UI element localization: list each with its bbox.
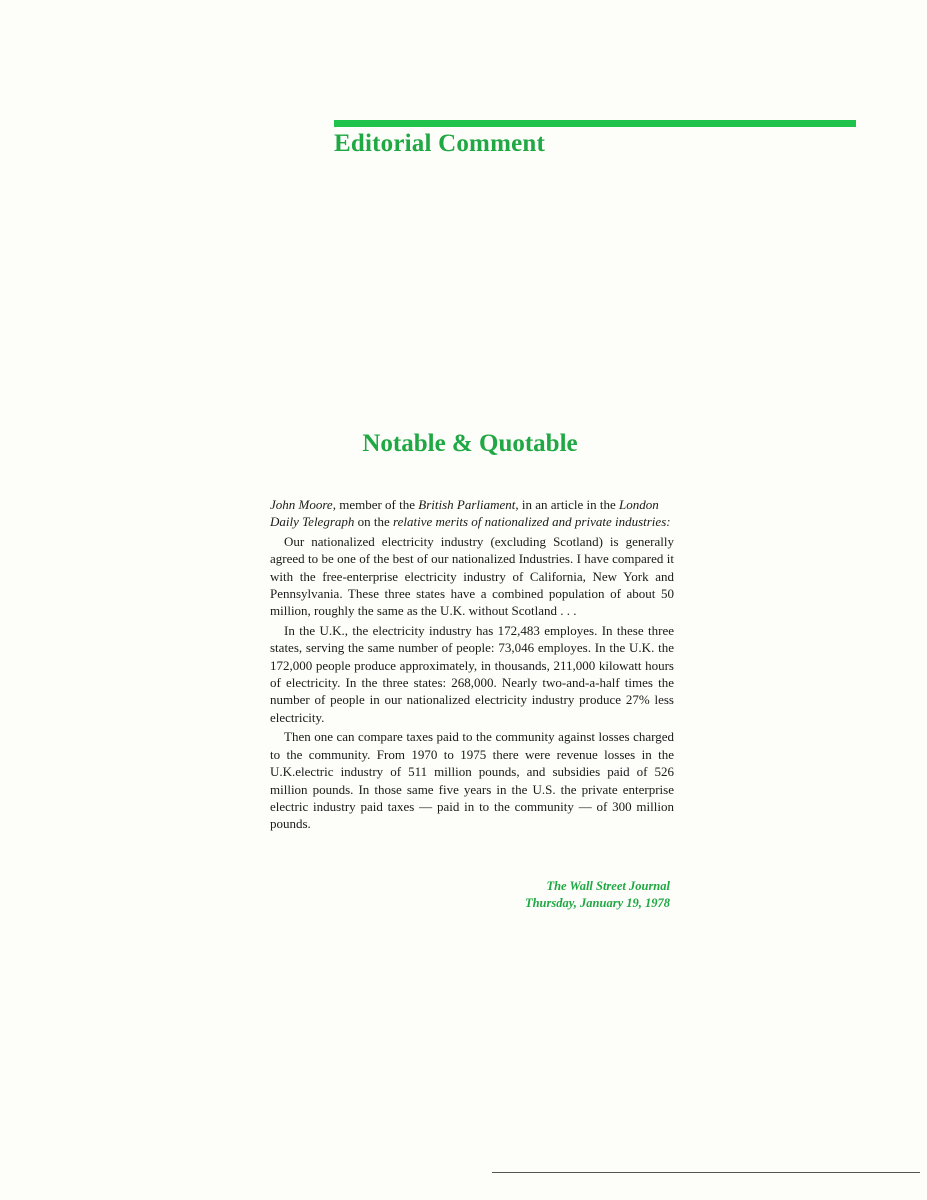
source-date: Thursday, January 19, 1978 [524, 896, 670, 910]
article-intro [270, 496, 674, 531]
header-rule [334, 120, 856, 127]
paragraph: Our nationalized electricity industry (excluding Scotland) is generally agreed to be one of the best of our nationalized Industries. I have compared it with the free-enterprise electricity industry of California, New York and Pennsylvania. These three states have a combined population of about 50 million, roughly the same as the U.K. without Scotland . . . [270, 533, 674, 619]
intro-text-3: on the [354, 514, 394, 530]
author-name: John Moore, [270, 497, 336, 512]
article-body [270, 496, 674, 835]
page-edge-line [492, 1172, 920, 1173]
article-topic: relative merits of nationalized and private industries: [393, 514, 671, 530]
section-heading: Editorial Comment [334, 130, 546, 157]
source-publication: London Daily Telegraph [270, 497, 659, 530]
article-title: Notable & Quotable [362, 430, 578, 457]
intro-text-1: member of the [335, 497, 419, 512]
paragraph: In the U.K., the electricity industry has 172,483 employes. In these three states, serving the same number of people: 73,046 employes. In the U.K. the 172,000 people produce approximately, in thousands, 211,000 kilowatt hours of electricity. In the three states: 268,000. Nearly two-and-a-half times the number of people in our nationalized electricity industry produce 27% less electricity. [270, 622, 674, 725]
source-attribution [470, 878, 670, 912]
paragraph: Then one can compare taxes paid to the community against losses charged to the community. From 1970 to 1975 there were revenue losses in the U.K.electric industry of 511 million pounds, and subsidies paid of 526 million pounds. In those same five years in the U.S. the private enterprise electric industry paid taxes — paid in to the community — of 300 million pounds. [270, 729, 674, 832]
author-affiliation: British Parliament, [418, 497, 519, 512]
source-publication-name: The Wall Street Journal [546, 879, 670, 893]
intro-text-2: in an article in the [518, 497, 620, 512]
